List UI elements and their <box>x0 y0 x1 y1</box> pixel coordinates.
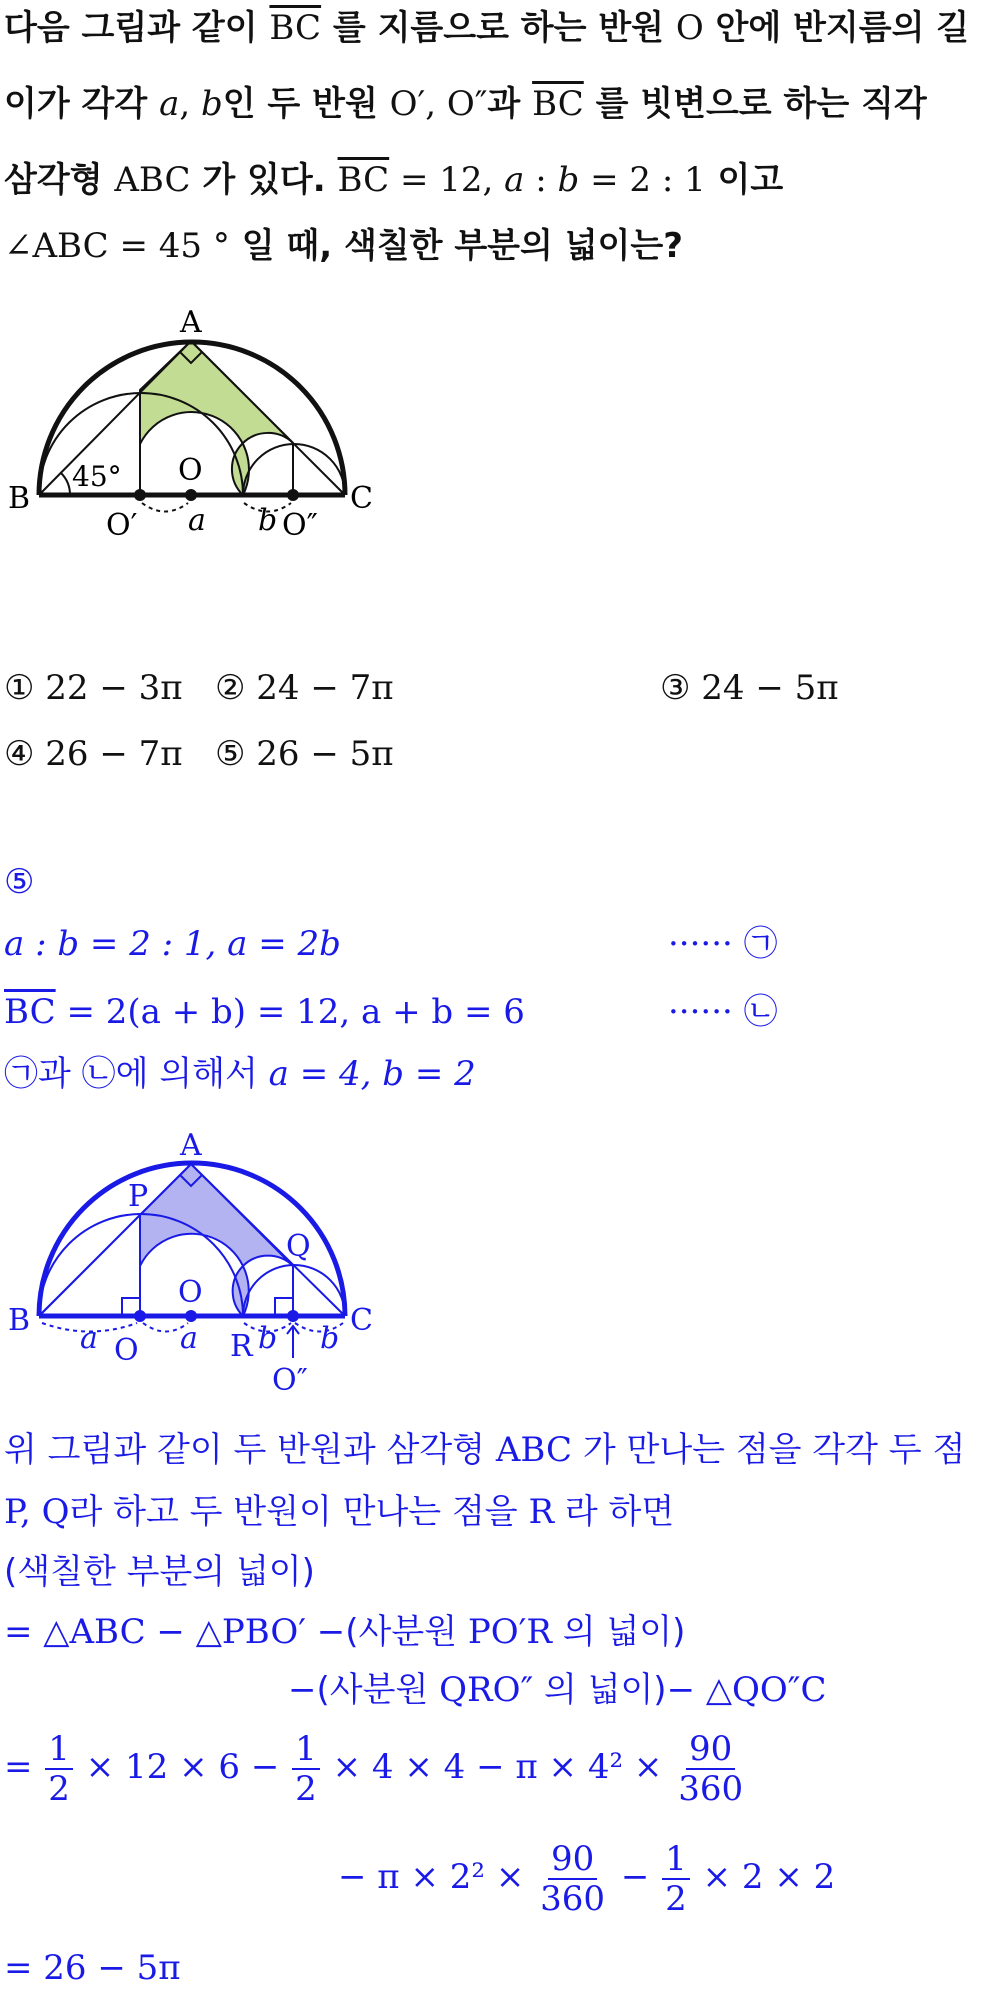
math: a <box>159 84 180 124</box>
label-len-a1: a <box>80 1321 98 1356</box>
option-number: ① <box>4 668 35 708</box>
label-o: O <box>178 1275 203 1310</box>
math: × 4 × 4 − π × 4² × <box>321 1747 674 1787</box>
text: 가 있다. <box>190 160 338 200</box>
problem-line-4 <box>4 224 683 268</box>
numerator: 1 <box>45 1730 73 1770</box>
math: ······ ㉡ <box>668 992 778 1032</box>
segment-bc: $\overline{BC}$ <box>4 992 56 1032</box>
numerator: 90 <box>548 1840 597 1880</box>
solution-step-2 <box>4 990 525 1034</box>
denominator: 2 <box>48 1769 70 1809</box>
label-o1: O′ <box>106 508 138 543</box>
math: − π × 2² × <box>338 1857 536 1897</box>
segment-bc: $\overline{BC}$ <box>269 8 322 48</box>
segment-bc: $\overline{BC}$ <box>337 160 390 200</box>
option-4[interactable] <box>4 734 183 774</box>
option-number: ③ <box>660 668 691 708</box>
math: a <box>504 160 525 200</box>
point-o1 <box>134 1310 146 1322</box>
label-a: A <box>180 305 202 340</box>
problem-line-1 <box>4 6 969 50</box>
math: = △ABC − △PBO′ − <box>4 1612 346 1652</box>
option-text: 22 − 3π <box>45 668 183 708</box>
solution-eq-4 <box>338 1840 835 1918</box>
solution-eq-2 <box>288 1668 826 1712</box>
fraction-half <box>662 1840 690 1918</box>
text: 인 두 반원 <box>222 84 390 124</box>
point-o <box>185 489 197 501</box>
option-text: 24 − 7π <box>256 668 394 708</box>
text: 과 <box>487 84 533 124</box>
math: b <box>557 160 580 200</box>
math: QRO″ <box>439 1670 534 1710</box>
denominator: 2 <box>665 1879 687 1919</box>
text: −(사분원 <box>288 1670 440 1710</box>
label-r: R <box>230 1329 253 1364</box>
denominator: 360 <box>678 1769 744 1809</box>
solution-text-3 <box>4 1550 315 1594</box>
numerator: 1 <box>662 1840 690 1880</box>
solution-tag-2 <box>668 990 778 1034</box>
text: (사분원 <box>345 1612 468 1652</box>
solution-tag-1 <box>668 922 778 966</box>
text: 의 넓이) <box>551 1612 686 1652</box>
label-o2: O″ <box>272 1363 308 1398</box>
point-o2 <box>287 489 299 501</box>
math: P, Q <box>4 1492 70 1532</box>
text: ㉠과 ㉡에 의해서 <box>4 1054 269 1094</box>
option-1[interactable] <box>4 668 183 708</box>
text: 삼각형 <box>4 160 115 200</box>
angle-arc <box>61 473 70 495</box>
point-o2 <box>287 1310 299 1322</box>
solution-text-1 <box>4 1428 965 1472</box>
math: PO′R <box>467 1612 552 1652</box>
label-a: A <box>180 1128 202 1163</box>
math: b <box>200 84 223 124</box>
label-len-b1: b <box>258 1321 278 1356</box>
option-number: ⑤ <box>215 734 246 774</box>
numerator: 1 <box>292 1730 320 1770</box>
option-text: 24 − 5π <box>701 668 839 708</box>
option-5[interactable] <box>215 734 394 774</box>
text: 위 그림과 같이 두 반원과 삼각형 <box>4 1430 496 1470</box>
figure-1 <box>0 300 400 550</box>
math: = 2 : 1 <box>579 160 706 200</box>
fraction-half <box>292 1730 320 1808</box>
numerator: 90 <box>686 1730 735 1770</box>
solution-text-2 <box>4 1490 674 1534</box>
label-c: C <box>350 1303 373 1338</box>
math: a = 4, b = 2 <box>268 1054 476 1094</box>
math: ······ ㉠ <box>668 924 778 964</box>
math: O <box>675 8 704 48</box>
label-o: O <box>178 453 203 488</box>
math: : <box>524 160 558 200</box>
text: 라 하고 두 반원이 만나는 점을 <box>69 1492 529 1532</box>
math: O′, O″ <box>389 84 488 124</box>
fraction-half <box>45 1730 73 1808</box>
solution-step-3 <box>4 1052 476 1096</box>
solution-eq-1 <box>4 1610 685 1654</box>
option-text: 26 − 5π <box>256 734 394 774</box>
point-o1 <box>134 489 146 501</box>
solution-answer: ⑤ <box>4 862 35 902</box>
text: 이고 <box>705 160 784 200</box>
problem-line-2 <box>4 82 927 126</box>
math: − <box>610 1857 661 1897</box>
label-len-b: b <box>258 503 278 538</box>
option-number: ④ <box>4 734 35 774</box>
math: = 12, <box>389 160 505 200</box>
segment-bp <box>39 1215 140 1316</box>
math: = 2(a + b) = 12, a + b = 6 <box>55 992 525 1032</box>
label-o1: O <box>114 1333 139 1368</box>
figure-2 <box>0 1120 400 1400</box>
math: − △QO″C <box>666 1670 827 1710</box>
solution-eq-3 <box>4 1730 748 1808</box>
text: 가 만나는 점을 각각 두 점 <box>572 1430 966 1470</box>
text: 를 지름으로 하는 반원 <box>321 8 676 48</box>
math: ∠ABC = 45 ° <box>4 226 230 266</box>
label-len-a: a <box>188 503 206 538</box>
option-number: ② <box>215 668 246 708</box>
text: 다음 그림과 같이 <box>4 8 270 48</box>
math: × 2 × 2 <box>691 1857 836 1897</box>
label-angle: 45° <box>72 460 122 493</box>
problem-line-3 <box>4 158 783 202</box>
brace-a <box>142 503 188 512</box>
text: 안에 반지름의 길 <box>703 8 970 48</box>
math: ABC <box>495 1430 573 1470</box>
math: , <box>179 84 201 124</box>
solution-step-1 <box>4 922 341 966</box>
text: 의 넓이) <box>533 1670 667 1710</box>
math: R <box>528 1492 555 1532</box>
option-2[interactable] <box>215 668 394 708</box>
label-c: C <box>350 481 373 516</box>
label-len-a2: a <box>180 1321 198 1356</box>
text: 를 빗변으로 하는 직각 <box>583 84 927 124</box>
segment-bc: $\overline{BC}$ <box>532 84 584 124</box>
math: ABC <box>114 160 191 200</box>
text: 일 때, 색칠한 부분의 넓이는? <box>229 226 683 266</box>
label-b: B <box>8 481 31 516</box>
label-b: B <box>8 1303 31 1338</box>
text: (색칠한 부분의 넓이) <box>4 1552 315 1592</box>
arrow-o2 <box>287 1326 299 1358</box>
label-o2: O″ <box>282 508 318 543</box>
math: × 12 × 6 − <box>74 1747 291 1787</box>
text: 이가 각각 <box>4 84 160 124</box>
option-3[interactable] <box>660 668 839 708</box>
denominator: 360 <box>540 1879 606 1919</box>
text: 라 하면 <box>554 1492 675 1532</box>
label-p: P <box>128 1179 149 1214</box>
option-text: 26 − 7π <box>45 734 183 774</box>
label-len-b2: b <box>320 1321 340 1356</box>
solution-final: = 26 − 5π <box>4 1948 181 1988</box>
denominator: 2 <box>295 1769 317 1809</box>
fraction-quarter <box>537 1840 608 1918</box>
fraction-quarter <box>675 1730 746 1808</box>
label-q: Q <box>286 1229 311 1264</box>
math: a : b = 2 : 1, a = 2b <box>4 924 341 964</box>
math: = <box>4 1747 44 1787</box>
